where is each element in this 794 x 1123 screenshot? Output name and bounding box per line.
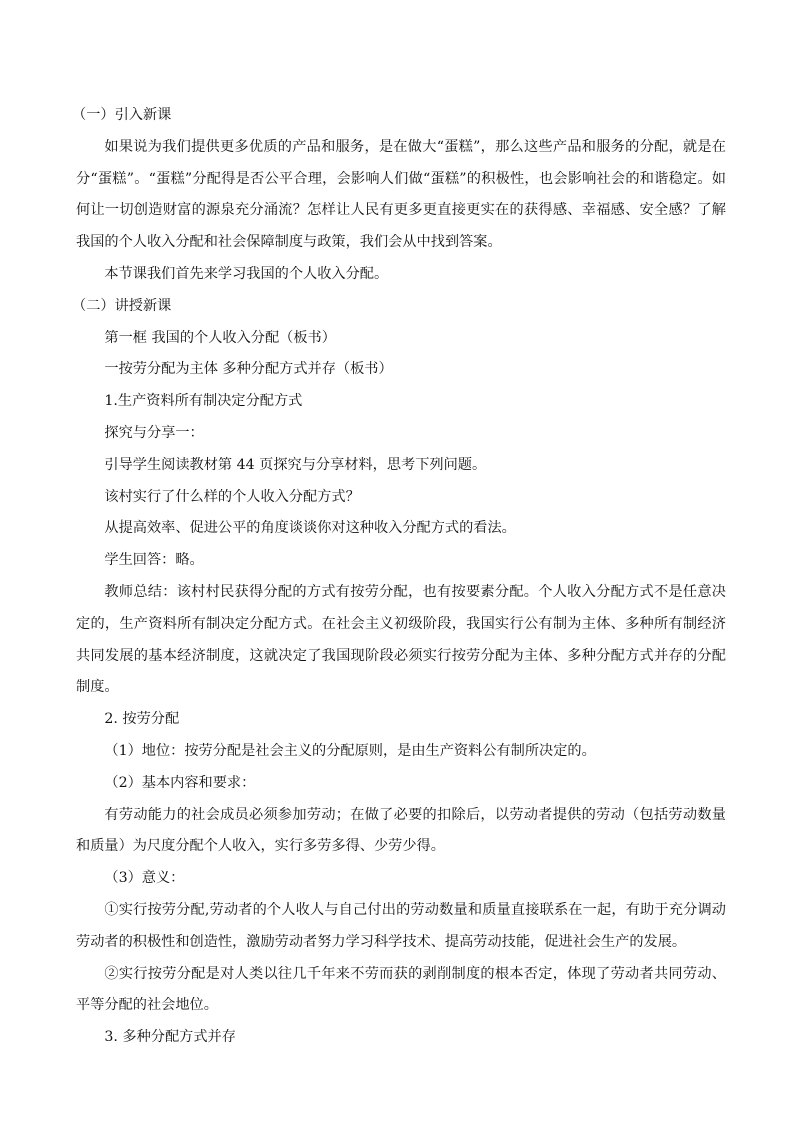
paragraph-guide-reading: 引导学生阅读教材第 44 页探究与分享材料，思考下列问题。 — [104, 456, 487, 473]
paragraph-basic-content: （2）基本内容和要求： — [104, 774, 256, 791]
paragraph-point-3: 3. 多种分配方式并存 — [104, 1029, 236, 1046]
paragraph-teacher-summary: 教师总结：该村村民获得分配的方式有按劳分配，也有按要素分配。个人收入分配方式不是任意决定的，生产资料所有制决定分配方式。在社会主义初级阶段，我国实行公有制为主体、多种所有制经济共同发展的基本经济制度，这就决定了我国现阶段必须实行按劳分配为主体、多种分配方式并存的分配制度。 — [76, 583, 726, 696]
paragraph-significance: （3）意义： — [104, 870, 185, 887]
paragraph-point-1: 1.生产资料所有制决定分配方式 — [104, 393, 303, 410]
paragraph-subtitle: 一按劳分配为主体 多种分配方式并存（板书） — [104, 361, 393, 378]
paragraph-status: （1）地位：按劳分配是社会主义的分配原则，是由生产资料公有制所决定的。 — [104, 742, 596, 759]
paragraph-frame-title: 第一框 我国的个人收入分配（板书） — [104, 329, 336, 346]
section-heading-new-lesson: （二）讲授新课 — [72, 297, 172, 314]
paragraph-intro-cake: 如果说为我们提供更多优质的产品和服务，是在做大“蛋糕”，那么这些产品和服务的分配，就是在分“蛋糕”。“蛋糕”分配得是否公平合理，会影响人们做“蛋糕”的积极性，也会影响社会的和谐稳定。如何让一切创造财富的源泉充分涌流？怎样让人民有更多更直接更实在的获得感、幸福感、安全感？了解我国的个人收入分配和社会保障制度与政策，我们会从中找到答案。 — [76, 138, 726, 251]
paragraph-explore-share: 探究与分享一： — [104, 424, 204, 441]
paragraph-labor-requirement: 有劳动能力的社会成员必须参加劳动；在做了必要的扣除后，以劳动者提供的劳动（包括劳动数量和质量）为尺度分配个人收入，实行多劳多得、少劳少得。 — [76, 806, 726, 855]
paragraph-point-2: 2. 按劳分配 — [104, 711, 180, 728]
paragraph-student-answer: 学生回答：略。 — [104, 552, 204, 569]
paragraph-significance-2: ②实行按劳分配是对人类以往几千年来不劳而获的剥削制度的根本否定，体现了劳动者共同劳动、平等分配的社会地位。 — [76, 965, 726, 1014]
paragraph-lesson-topic: 本节课我们首先来学习我国的个人收入分配。 — [104, 265, 389, 282]
paragraph-question-1: 该村实行了什么样的个人收入分配方式？ — [104, 488, 360, 505]
paragraph-significance-1: ①实行按劳分配,劳动者的个人收人与自己付出的劳动数量和质量直接联系在一起，有助于充分调动劳动者的积极性和创造性，激励劳动者努力学习科学技术、提高劳动技能，促进社会生产的发展。 — [76, 901, 726, 950]
paragraph-question-2: 从提高效率、促进公平的角度谈谈你对这种收入分配方式的看法。 — [104, 520, 516, 537]
document-body — [72, 100, 726, 1054]
section-heading-intro: （一）引入新课 — [72, 107, 172, 123]
